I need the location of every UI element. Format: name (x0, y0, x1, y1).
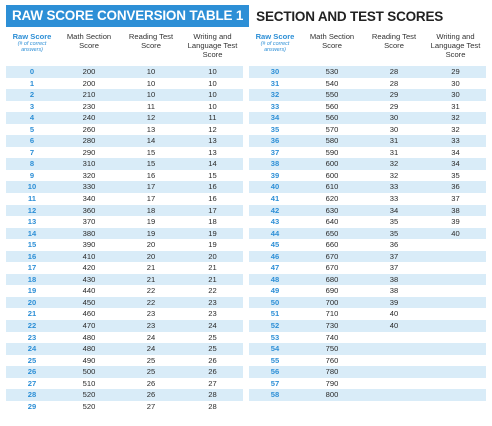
cell-reading-score: 21 (146, 274, 156, 284)
header-reading: Reading Test Score (128, 32, 174, 50)
cell-math-score: 470 (82, 321, 96, 331)
cell-writing-score: 40 (451, 228, 460, 238)
cell-math-score: 690 (325, 286, 339, 296)
cell-reading-score: 30 (389, 113, 399, 123)
cell-reading-score: 10 (146, 78, 156, 88)
table-row (6, 158, 243, 170)
cell-writing-score: 21 (208, 263, 217, 273)
cell-writing-score: 16 (208, 194, 217, 204)
cell-reading-score: 13 (146, 124, 156, 134)
cell-writing-score: 32 (451, 124, 460, 134)
cell-writing-score: 32 (451, 113, 460, 123)
cell-reading-score: 35 (389, 228, 399, 238)
cell-writing-score: 29 (451, 67, 460, 76)
table-row (6, 366, 243, 378)
cell-math-score: 240 (82, 113, 96, 123)
cell-reading-score: 23 (146, 321, 156, 331)
cell-math-score: 510 (82, 378, 96, 388)
cell-raw-score: 16 (27, 251, 37, 261)
cell-writing-score: 18 (208, 217, 217, 227)
table-row (249, 332, 486, 344)
cell-reading-score: 36 (389, 240, 399, 250)
cell-raw-score: 29 (27, 401, 37, 411)
cell-math-score: 530 (325, 67, 339, 76)
cell-writing-score: 38 (451, 205, 460, 215)
cell-raw-score: 11 (27, 194, 37, 204)
cell-reading-score: 24 (146, 344, 156, 354)
cell-writing-score: 10 (208, 90, 217, 100)
cell-raw-score: 8 (29, 159, 35, 169)
cell-math-score: 380 (82, 228, 96, 238)
cell-raw-score: 10 (27, 182, 37, 192)
cell-writing-score: 39 (451, 217, 460, 227)
header-raw-score (249, 32, 301, 53)
cell-raw-score: 9 (29, 170, 35, 180)
cell-math-score: 410 (82, 251, 96, 261)
cell-reading-score: 18 (146, 205, 156, 215)
cell-math-score: 670 (325, 251, 339, 261)
cell-reading-score: 22 (146, 297, 156, 307)
cell-writing-score: 16 (208, 182, 217, 192)
cell-math-score: 750 (325, 344, 339, 354)
cell-reading-score: 26 (146, 390, 156, 400)
cell-reading-score: 15 (146, 159, 156, 169)
page-title (6, 5, 443, 27)
cell-math-score: 450 (82, 297, 96, 307)
cell-math-score: 700 (325, 297, 339, 307)
table-row (249, 355, 486, 367)
table-row (249, 366, 486, 378)
cell-reading-score: 30 (389, 124, 399, 134)
table-row (249, 228, 486, 240)
cell-raw-score: 5 (29, 124, 35, 134)
cell-math-score: 640 (325, 217, 339, 227)
cell-reading-score: 24 (146, 332, 156, 342)
cell-math-score: 480 (82, 332, 96, 342)
cell-writing-score: 25 (208, 332, 217, 342)
cell-raw-score: 0 (29, 67, 35, 76)
table-row (249, 251, 486, 263)
table-row (249, 147, 486, 159)
header-reading: Reading Test Score (371, 32, 417, 50)
cell-math-score: 310 (82, 159, 96, 169)
cell-math-score: 520 (82, 390, 96, 400)
cell-writing-score: 33 (451, 136, 460, 146)
cell-reading-score: 31 (389, 136, 399, 146)
cell-math-score: 520 (82, 401, 96, 411)
cell-writing-score: 27 (208, 378, 217, 388)
conversion-table (6, 32, 486, 412)
cell-raw-score: 39 (270, 170, 280, 180)
table-row (249, 389, 486, 401)
cell-math-score: 420 (82, 263, 96, 273)
cell-reading-score: 40 (389, 321, 399, 331)
cell-writing-score: 12 (208, 124, 217, 134)
cell-math-score: 500 (82, 367, 96, 377)
cell-writing-score: 15 (208, 170, 217, 180)
cell-math-score: 610 (325, 182, 339, 192)
cell-raw-score: 6 (29, 136, 35, 146)
table-row (6, 343, 243, 355)
table-row (6, 78, 243, 90)
cell-raw-score: 18 (27, 274, 37, 284)
cell-raw-score: 50 (270, 297, 280, 307)
cell-writing-score: 30 (451, 78, 460, 88)
cell-raw-score: 21 (27, 309, 37, 319)
cell-reading-score: 14 (146, 136, 156, 146)
cell-reading-score: 28 (389, 67, 399, 76)
table-row (6, 389, 243, 401)
cell-raw-score: 26 (27, 367, 37, 377)
table-row (249, 135, 486, 147)
cell-math-score: 600 (325, 159, 339, 169)
cell-raw-score: 51 (270, 309, 280, 319)
table-row (6, 101, 243, 113)
cell-math-score: 710 (325, 309, 339, 319)
table-row (6, 193, 243, 205)
cell-writing-score: 24 (208, 321, 217, 331)
cell-math-score: 550 (325, 90, 339, 100)
cell-raw-score: 33 (270, 101, 280, 111)
cell-raw-score: 31 (270, 78, 280, 88)
table-header (249, 32, 486, 66)
cell-writing-score: 31 (451, 101, 460, 111)
cell-reading-score: 22 (146, 286, 156, 296)
cell-math-score: 370 (82, 217, 96, 227)
table-row (6, 297, 243, 309)
cell-writing-score: 13 (208, 136, 217, 146)
cell-writing-score: 34 (451, 147, 460, 157)
cell-raw-score: 47 (270, 263, 280, 273)
cell-reading-score: 27 (146, 401, 156, 411)
cell-raw-score: 15 (27, 240, 37, 250)
cell-raw-score: 19 (27, 286, 37, 296)
cell-raw-score: 25 (27, 355, 37, 365)
cell-raw-score: 32 (270, 90, 280, 100)
cell-math-score: 440 (82, 286, 96, 296)
cell-writing-score: 19 (208, 240, 217, 250)
table-row (6, 332, 243, 344)
cell-raw-score: 44 (270, 228, 280, 238)
cell-raw-score: 4 (29, 113, 35, 123)
cell-reading-score: 25 (146, 367, 156, 377)
cell-reading-score: 40 (389, 309, 399, 319)
cell-math-score: 200 (82, 78, 96, 88)
cell-raw-score: 46 (270, 251, 280, 261)
cell-math-score: 730 (325, 321, 339, 331)
cell-math-score: 590 (325, 147, 339, 157)
table-row (249, 285, 486, 297)
table-row (6, 378, 243, 390)
table-row (6, 216, 243, 228)
table-row (6, 170, 243, 182)
header-math: Math Section Score (309, 32, 355, 50)
cell-reading-score: 29 (389, 90, 399, 100)
cell-reading-score: 26 (146, 378, 156, 388)
cell-raw-score: 38 (270, 159, 280, 169)
cell-reading-score: 10 (146, 90, 156, 100)
table-row (6, 262, 243, 274)
table-row (249, 112, 486, 124)
cell-writing-score: 22 (208, 286, 217, 296)
cell-math-score: 650 (325, 228, 339, 238)
cell-math-score: 430 (82, 274, 96, 284)
cell-reading-score: 17 (146, 194, 156, 204)
table-row (6, 401, 243, 413)
cell-math-score: 760 (325, 355, 339, 365)
title-badge: RAW SCORE CONVERSION TABLE 1 (6, 5, 249, 27)
table-row (249, 101, 486, 113)
cell-writing-score: 17 (208, 205, 217, 215)
cell-raw-score: 45 (270, 240, 280, 250)
cell-raw-score: 23 (27, 332, 37, 342)
cell-raw-score: 41 (270, 194, 280, 204)
cell-math-score: 490 (82, 355, 96, 365)
cell-raw-score: 30 (270, 67, 280, 76)
cell-reading-score: 25 (146, 355, 156, 365)
header-raw-label: Raw Score (255, 32, 295, 41)
table-row (249, 170, 486, 182)
cell-math-score: 390 (82, 240, 96, 250)
cell-raw-score: 40 (270, 182, 280, 192)
cell-raw-score: 56 (270, 367, 280, 377)
table-row (249, 89, 486, 101)
table-row (249, 343, 486, 355)
cell-math-score: 560 (325, 113, 339, 123)
table-row (249, 378, 486, 390)
table-row (6, 285, 243, 297)
cell-math-score: 570 (325, 124, 339, 134)
table-row (6, 205, 243, 217)
cell-raw-score: 37 (270, 147, 280, 157)
table-row (6, 147, 243, 159)
header-math: Math Section Score (66, 32, 112, 50)
cell-raw-score: 17 (27, 263, 37, 273)
cell-reading-score: 11 (147, 101, 155, 111)
table-row (6, 228, 243, 240)
cell-writing-score: 28 (208, 390, 217, 400)
table-row (249, 297, 486, 309)
cell-raw-score: 53 (270, 332, 280, 342)
cell-math-score: 320 (82, 170, 96, 180)
cell-math-score: 780 (325, 367, 339, 377)
cell-reading-score: 20 (146, 251, 156, 261)
cell-writing-score: 28 (208, 401, 217, 411)
cell-reading-score: 39 (389, 297, 399, 307)
header-raw-label: Raw Score (12, 32, 52, 41)
cell-reading-score: 19 (146, 217, 156, 227)
cell-math-score: 630 (325, 205, 339, 215)
cell-reading-score: 23 (146, 309, 156, 319)
cell-reading-score: 21 (146, 263, 156, 273)
cell-math-score: 200 (82, 67, 96, 76)
cell-math-score: 280 (82, 136, 96, 146)
table-row (249, 78, 486, 90)
cell-raw-score: 1 (29, 78, 35, 88)
table-row (6, 274, 243, 286)
cell-math-score: 740 (325, 332, 339, 342)
cell-reading-score: 16 (146, 170, 156, 180)
cell-reading-score: 33 (389, 182, 399, 192)
cell-reading-score: 20 (146, 240, 156, 250)
table-right-half (249, 32, 486, 412)
header-raw-sublabel: (# of correct answers) (260, 41, 290, 53)
cell-reading-score: 29 (389, 101, 399, 111)
cell-math-score: 210 (82, 90, 96, 100)
table-row (249, 239, 486, 251)
cell-writing-score: 10 (208, 78, 217, 88)
cell-raw-score: 20 (27, 297, 37, 307)
cell-reading-score: 32 (389, 159, 399, 169)
table-row (6, 320, 243, 332)
cell-reading-score: 10 (146, 67, 156, 76)
cell-reading-score: 32 (389, 170, 399, 180)
table-row (6, 135, 243, 147)
table-row (6, 181, 243, 193)
cell-writing-score: 25 (208, 344, 217, 354)
cell-raw-score: 24 (27, 344, 37, 354)
cell-raw-score: 34 (270, 113, 280, 123)
cell-raw-score: 58 (270, 390, 280, 400)
cell-reading-score: 37 (389, 263, 399, 273)
cell-math-score: 230 (82, 101, 96, 111)
cell-raw-score: 35 (270, 124, 280, 134)
cell-raw-score: 2 (29, 90, 35, 100)
table-row (6, 89, 243, 101)
cell-math-score: 600 (325, 170, 339, 180)
cell-reading-score: 38 (389, 286, 399, 296)
cell-reading-score: 31 (389, 147, 399, 157)
cell-reading-score: 35 (389, 217, 399, 227)
cell-math-score: 540 (325, 78, 339, 88)
cell-raw-score: 57 (270, 378, 280, 388)
cell-raw-score: 52 (270, 321, 280, 331)
table-row (6, 239, 243, 251)
cell-math-score: 800 (325, 390, 339, 400)
cell-writing-score: 26 (208, 367, 217, 377)
cell-reading-score: 12 (146, 113, 156, 123)
cell-writing-score: 35 (451, 170, 460, 180)
cell-writing-score: 23 (208, 309, 217, 319)
header-raw-score (6, 32, 58, 53)
cell-math-score: 480 (82, 344, 96, 354)
cell-reading-score: 28 (389, 78, 399, 88)
cell-writing-score: 23 (208, 297, 217, 307)
cell-raw-score: 36 (270, 136, 280, 146)
cell-writing-score: 19 (208, 228, 217, 238)
table-row (249, 205, 486, 217)
cell-reading-score: 37 (389, 251, 399, 261)
title-subtitle: SECTION AND TEST SCORES (256, 8, 444, 24)
table-rows-left (6, 66, 243, 412)
table-header (6, 32, 243, 66)
cell-raw-score: 3 (29, 101, 35, 111)
cell-raw-score: 55 (270, 355, 280, 365)
cell-raw-score: 54 (270, 344, 280, 354)
table-row (6, 251, 243, 263)
table-rows-right (249, 66, 486, 401)
cell-writing-score: 36 (451, 182, 460, 192)
cell-math-score: 670 (325, 263, 339, 273)
cell-reading-score: 34 (389, 205, 399, 215)
cell-writing-score: 21 (208, 274, 217, 284)
cell-writing-score: 20 (208, 251, 217, 261)
table-row (6, 124, 243, 136)
table-row (249, 158, 486, 170)
cell-raw-score: 49 (270, 286, 280, 296)
table-row (6, 308, 243, 320)
cell-writing-score: 14 (208, 159, 217, 169)
cell-raw-score: 14 (27, 228, 37, 238)
cell-reading-score: 38 (389, 274, 399, 284)
cell-math-score: 360 (82, 205, 96, 215)
table-row (249, 308, 486, 320)
table-row (249, 124, 486, 136)
table-row (6, 66, 243, 78)
cell-math-score: 460 (82, 309, 96, 319)
cell-raw-score: 43 (270, 217, 280, 227)
cell-writing-score: 10 (208, 67, 217, 76)
cell-writing-score: 30 (451, 90, 460, 100)
cell-raw-score: 7 (29, 147, 35, 157)
cell-writing-score: 34 (451, 159, 460, 169)
header-raw-sublabel: (# of correct answers) (17, 41, 47, 53)
cell-writing-score: 26 (208, 355, 217, 365)
table-row (249, 181, 486, 193)
header-writing: Writing and Language Test Score (187, 32, 238, 59)
cell-reading-score: 33 (389, 194, 399, 204)
cell-math-score: 790 (325, 378, 339, 388)
cell-writing-score: 10 (208, 101, 217, 111)
cell-math-score: 340 (82, 194, 96, 204)
cell-math-score: 580 (325, 136, 339, 146)
table-row (6, 112, 243, 124)
cell-reading-score: 19 (146, 228, 156, 238)
cell-raw-score: 22 (27, 321, 37, 331)
cell-math-score: 260 (82, 124, 96, 134)
cell-writing-score: 37 (451, 194, 460, 204)
cell-reading-score: 15 (146, 147, 156, 157)
cell-math-score: 680 (325, 274, 339, 284)
table-row (249, 216, 486, 228)
table-left-half (6, 32, 243, 412)
cell-math-score: 560 (325, 101, 339, 111)
table-row (249, 274, 486, 286)
cell-raw-score: 27 (27, 378, 37, 388)
cell-math-score: 620 (325, 194, 339, 204)
table-row (249, 193, 486, 205)
cell-math-score: 660 (325, 240, 339, 250)
cell-raw-score: 48 (270, 274, 280, 284)
table-row (249, 66, 486, 78)
table-row (249, 320, 486, 332)
cell-writing-score: 11 (208, 113, 217, 123)
cell-raw-score: 42 (270, 205, 280, 215)
cell-raw-score: 13 (27, 217, 37, 227)
table-row (249, 262, 486, 274)
cell-math-score: 290 (82, 147, 96, 157)
cell-reading-score: 17 (146, 182, 156, 192)
cell-raw-score: 12 (27, 205, 37, 215)
cell-math-score: 330 (82, 182, 96, 192)
table-row (6, 355, 243, 367)
cell-raw-score: 28 (27, 390, 37, 400)
header-writing: Writing and Language Test Score (430, 32, 481, 59)
cell-writing-score: 13 (208, 147, 217, 157)
